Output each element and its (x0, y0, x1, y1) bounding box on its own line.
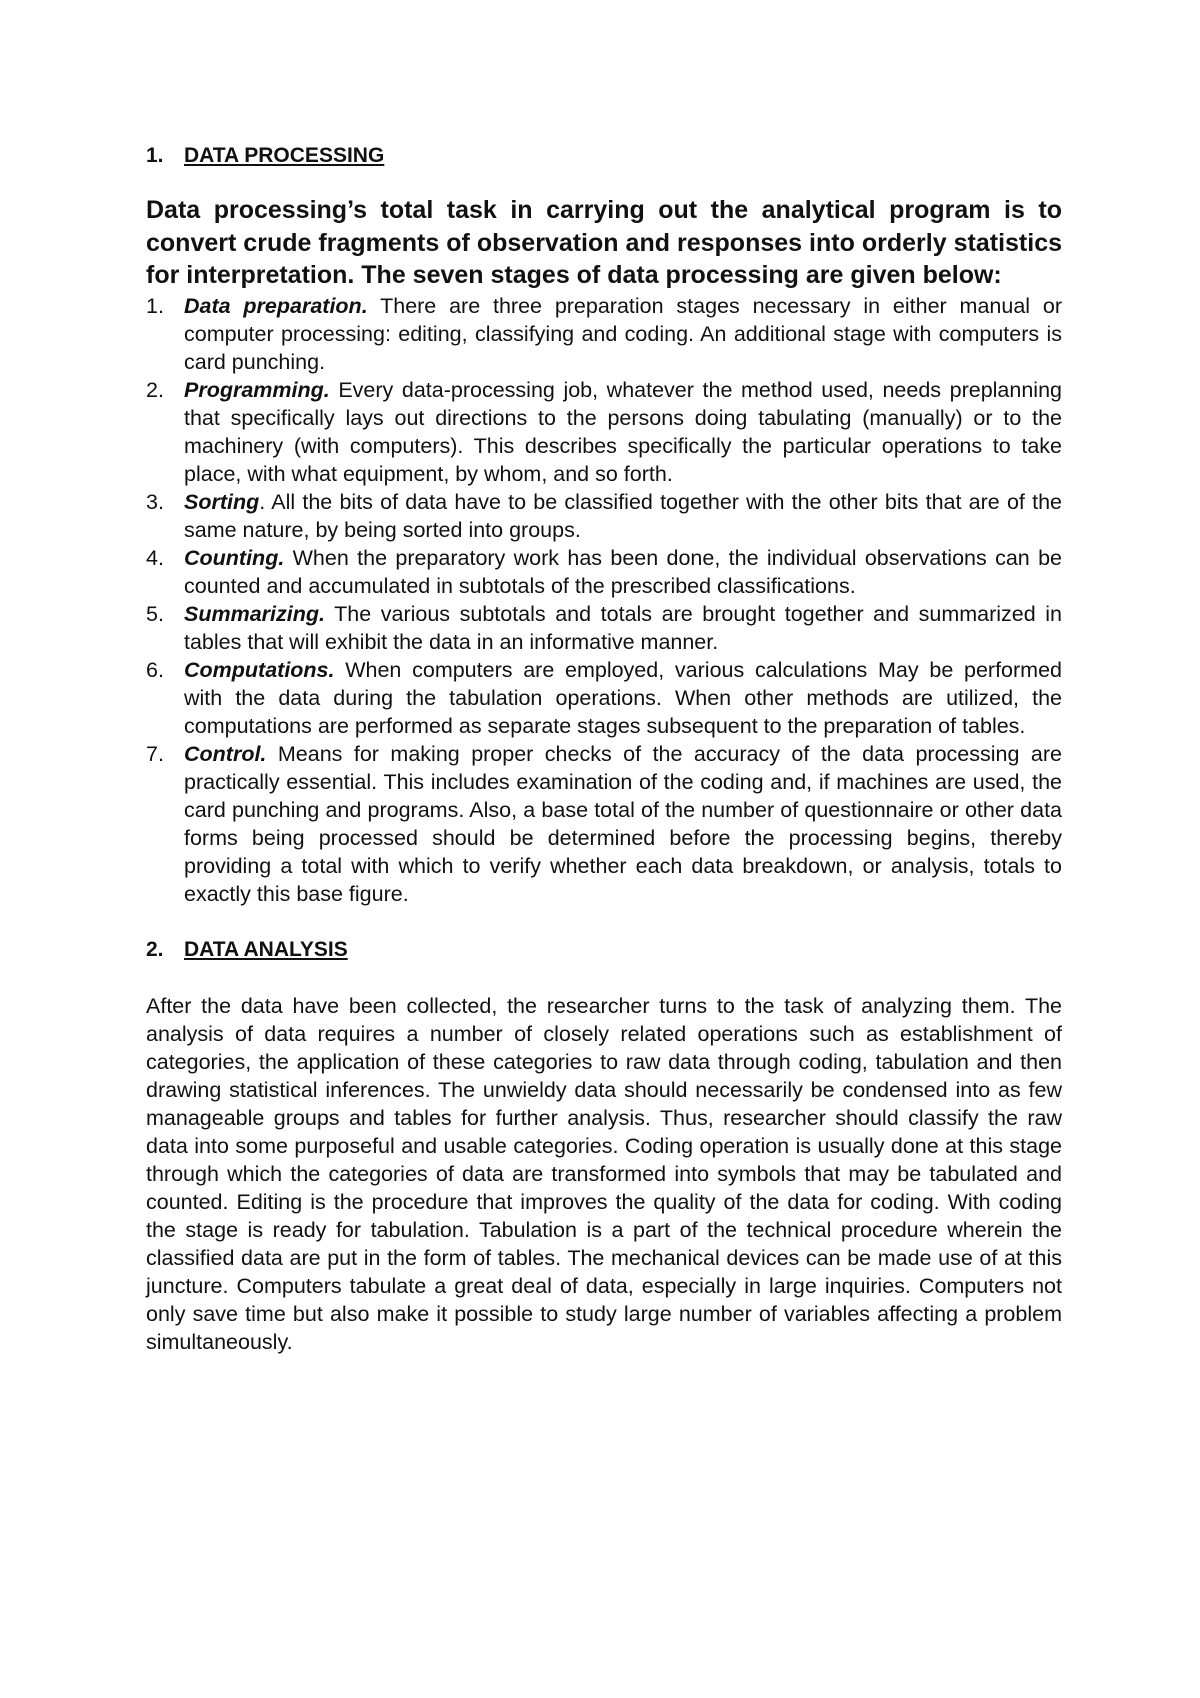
list-item (146, 488, 1062, 544)
stage-term: Counting. (184, 545, 285, 570)
list-item (146, 376, 1062, 488)
stage-description: The various subtotals and totals are brought together and summarized in tables that will exhibit the data in an informative manner. (184, 601, 1062, 654)
stage-description: . All the bits of data have to be classified together with the other bits that are of the same nature, by being sorted into groups. (184, 489, 1062, 542)
stage-term: Programming. (184, 377, 330, 402)
stage-term: Sorting (184, 489, 260, 514)
list-item (146, 740, 1062, 908)
section-title: DATA PROCESSING (184, 144, 385, 167)
stage-term: Data preparation. (184, 293, 368, 318)
list-item-number: 1. (146, 293, 164, 318)
list-item (146, 544, 1062, 600)
section-heading-data-analysis (146, 936, 1062, 964)
stage-description: There are three preparation stages necessary in either manual or computer processing: editing, classifying and coding. An additional stage with computers is card punching. (184, 293, 1062, 374)
list-item-number: 2. (146, 377, 164, 402)
list-item (146, 656, 1062, 740)
stages-list (146, 292, 1062, 908)
intro-paragraph: Data processing’s total task in carrying out the analytical program is to convert crude fragments of observation and responses into orderly statistics for interpretation. The seven stages of data processing are given below: (146, 196, 1062, 289)
list-item-number: 4. (146, 545, 164, 570)
stage-description: Means for making proper checks of the accuracy of the data processing are practically essential. This includes examination of the coding and, if machines are used, the card punching and programs. Also, a base total of the number of questionnaire or other data forms being processed should be determined before the processing begins, thereby providing a total with which to verify whether each data breakdown, or analysis, totals to exactly this base figure. (184, 741, 1062, 906)
stage-description: When the preparatory work has been done, the individual observations can be counted and accumulated in subtotals of the prescribed classifications. (184, 545, 1062, 598)
section-title: DATA ANALYSIS (184, 937, 348, 961)
stage-description: When computers are employed, various calculations May be performed with the data during the tabulation operations. When other methods are utilized, the computations are performed as separate stages subsequent to the preparation of tables. (184, 657, 1062, 738)
document-page (146, 142, 1062, 1356)
stage-description: Every data-processing job, whatever the method used, needs preplanning that specifically lays out directions to the persons doing tabulating (manually) or to the machinery (with computers). This describes specifically the particular operations to take place, with what equipment, by whom, and so forth. (184, 377, 1062, 486)
list-item-number: 3. (146, 489, 164, 514)
list-item (146, 292, 1062, 376)
stage-term: Computations. (184, 657, 335, 682)
section-number: 1. (146, 144, 164, 167)
stage-term: Summarizing. (184, 601, 325, 626)
list-item (146, 600, 1062, 656)
list-item-number: 7. (146, 741, 164, 766)
list-item-number: 5. (146, 601, 164, 626)
section-heading-data-processing (146, 142, 1062, 170)
list-item-number: 6. (146, 657, 164, 682)
analysis-paragraph: After the data have been collected, the researcher turns to the task of analyzing them. The analysis of data requires a number of closely related operations such as establishment of categories, the application of these categories to raw data through coding, tabulation and then drawing statistical inferences. The unwieldy data should necessarily be condensed into as few manageable groups and tables for further analysis. Thus, researcher should classify the raw data into some purposeful and usable categories. Coding operation is usually done at this stage through which the categories of data are transformed into symbols that may be tabulated and counted. Editing is the procedure that improves the quality of the data for coding. With coding the stage is ready for tabulation. Tabulation is a part of the technical procedure wherein the classified data are put in the form of tables. The mechanical devices can be made use of at this juncture. Computers tabulate a great deal of data, especially in large inquiries. Computers not only save time but also make it possible to study large number of variables affecting a problem simultaneously. (146, 993, 1062, 1354)
stage-term: Control. (184, 741, 267, 766)
section-number: 2. (146, 937, 164, 961)
